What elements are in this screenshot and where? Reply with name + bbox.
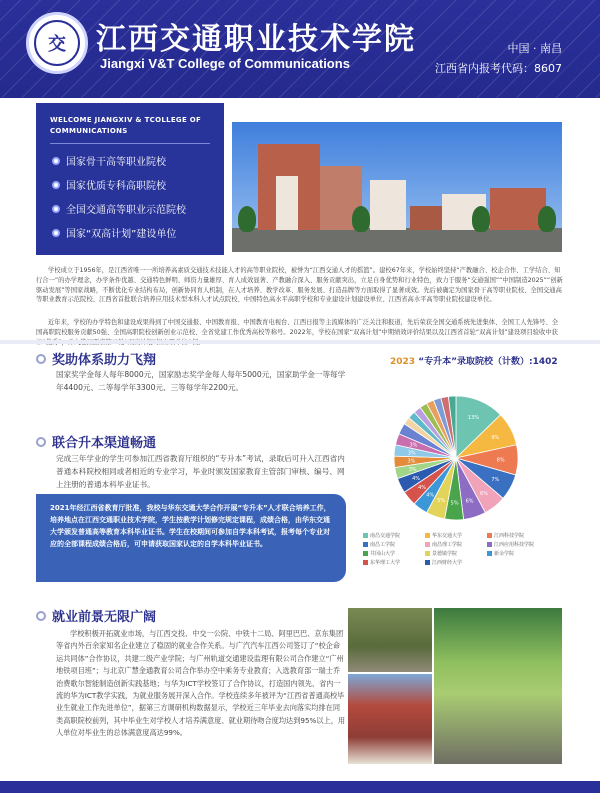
legend-item (425, 550, 457, 557)
photo-building (348, 674, 432, 764)
school-name-cn: 江西交通职业技术学院 (96, 22, 416, 57)
pie-label: 6% (465, 498, 474, 505)
section-heading (36, 606, 156, 625)
legend-label: 南昌理工学院 (432, 542, 463, 548)
honor-item (52, 177, 166, 192)
intro-box (36, 103, 224, 255)
tree (472, 206, 490, 232)
section-icon (36, 437, 46, 447)
honor-item (52, 201, 186, 216)
divider (50, 143, 210, 144)
legend-label: 东华理工大学 (370, 560, 401, 566)
campus-photo (232, 122, 562, 252)
section-title: 联合升本渠道畅通 (52, 436, 157, 451)
legend-item (363, 559, 400, 566)
pie-chart (392, 394, 520, 522)
intro-paragraph: 学校成立于1956年，是江西省唯一一所培养高素质交通技术技能人才的高等职业院校，被誉为“江西交通人才的摇篮”。建校67年来，学校始终坚持“产教融合、校企合作、工学结合、知行合一”的办学理念，办学条件优越、交通特色鲜明、师资力量雄厚、育人成效显著、产教融合深入、服务贡献突出，立足自身优势和行业特色，致力于服务“交通强国”“中国制造2025”“创新驱动发展”等国家战略，不断优化专业结构布局，创新协同育人机制，在人才培养、教学改革、服务发展、打造品牌等方面取得了显著成效。先后被确定为国家骨干高等职业院校、全国交通高等职业教育示范院校、江西省首批联合培养应用技术型本科人才试点院校、中国特色高水平高职学校和专业建设计划建设单位、江西省高水平高等职业院校建设单位。 (36, 267, 563, 304)
legend-swatch (425, 551, 430, 556)
pie-label: 3% (408, 466, 417, 473)
pie-label: 3% (407, 458, 416, 465)
chart-title (390, 354, 558, 367)
legend-label: 江西财经大学 (432, 560, 463, 566)
pie-label: 13% (467, 414, 479, 421)
legend-label: 南昌交通学院 (370, 533, 401, 539)
school-name-en: Jiangxi V&T College of Communications (100, 56, 350, 71)
legend-label: 井冈山大学 (370, 551, 396, 557)
intro-paragraph: 近年来，学校的办学特色和建设成果得到了中国交通报、中国教育报、中国教育电视台、江西日报等主流媒体的广泛关注和报道，先后荣获全国交通系统先进集体、全国工人先锋号、全国高职院校服务贡献50强、全国高职院校创新创业示范校、全省党建工作优秀高校等称号。2022年，学校在国家“双高计划”中期绩效评价结果以及江西省首轮“双高计划”建设项目验收中获 (36, 319, 559, 336)
legend-swatch (487, 551, 492, 556)
pie-label: 5% (437, 498, 446, 505)
pie-label: 3% (409, 442, 418, 449)
pie-label: 4% (426, 492, 435, 499)
pie-label: 6% (480, 490, 488, 497)
honor-label: 国家骨干高等职业院校 (66, 157, 166, 168)
bullet-icon (52, 181, 60, 189)
bullet-icon (52, 229, 60, 237)
pie-label: 9% (491, 434, 500, 441)
legend-item (487, 550, 514, 557)
legend-label: 新余学院 (494, 551, 515, 557)
legend-swatch (487, 533, 492, 538)
section-title: 就业前景无限广阔 (52, 610, 157, 625)
legend-item (363, 532, 400, 539)
upgrade-text: 完成三年学业的学生可参加江西省教育厅组织的“专升本”考试，录取后可升入江西省内普通本科院校相同或者相近的专业学习，毕业时颁发国家教育主管部门审核、编号、网上注册的普通本科毕业证书。 (56, 454, 345, 489)
section-heading (36, 349, 156, 368)
tree (238, 206, 256, 232)
bullet-icon (52, 205, 60, 213)
legend-swatch (363, 533, 368, 538)
photo-trees (348, 608, 432, 672)
legend-label: 江西应用科技学院 (494, 542, 535, 548)
school-logo (26, 12, 88, 74)
bullet-icon (52, 157, 60, 165)
legend-swatch (363, 560, 368, 565)
pie-label: 4% (418, 485, 427, 492)
legend-swatch (425, 560, 430, 565)
legend-item (487, 532, 524, 539)
section-icon (36, 611, 46, 621)
honor-label: 国家优质专科高职院校 (66, 181, 166, 192)
pie-label: 7% (491, 477, 500, 484)
pie-label: 5% (450, 500, 459, 507)
legend-label: 华东交通大学 (432, 533, 463, 539)
legend-item (425, 541, 462, 548)
pie-label: 3% (407, 450, 416, 457)
legend-swatch (487, 542, 492, 547)
legend-swatch (425, 542, 430, 547)
tree (538, 206, 556, 232)
ground (232, 228, 562, 252)
section-heading (36, 432, 156, 451)
legend-item (425, 532, 462, 539)
legend-swatch (363, 542, 368, 547)
tree (352, 206, 370, 232)
chart-title-year: 2023 (390, 357, 416, 367)
page-header (0, 0, 600, 98)
legend-item (363, 541, 395, 548)
legend-label: 南昌工学院 (370, 542, 396, 548)
legend-swatch (363, 551, 368, 556)
section-title: 奖助体系助力飞翔 (52, 353, 157, 368)
legend-item (425, 559, 462, 566)
admission-code: 江西省内报考代码：8607 (435, 62, 562, 75)
pie-label: 4% (412, 475, 421, 482)
legend-swatch (425, 533, 430, 538)
honor-label: 国家“双高计划”建设单位 (66, 229, 177, 240)
legend-label: 景德镇学院 (432, 551, 458, 557)
honor-item (52, 225, 176, 240)
upgrade-banner: 2021年经江西省教育厅批准，我校与华东交通大学合作开展“专升本”人才联合培养工作，培养地点在江西交通职业技术学院，学生按教学计划修完规定课程，成绩合格，由华东交通大学颁发普通高等教育本科毕业证书。学生在校期间可参加自学本科考试，报考每个专业对应的全部课程成绩合格后，可申请获取国家认定的自学本科毕业证书。 (36, 494, 346, 582)
career-text: 学校积极开拓就业市场，与江西交投、中交一公院、中铁十二局、阿里巴巴、京东集团等省内外百余家知名企业建立了稳固的就业合作关系。与广汽汽车江西公司签订了“校企命运共同体”合作协议，共建二级产业学院；与广州轨道交通建设监理有限公司合作建立“广州地铁项目班”；与北京广慧金通教育公司合作举办空中乘务专业教育；入选教育部一瑞士乔治费歌尔智能制造创新实践基地；与华为ICT学校签订了合作协议，打造国内领先、省内一流的华为ICT教学实践，为就业服务展开深入合作。学校连续多年被评为“江西省普通高校毕业生就业工作先进单位”，据第三方调研机构数据显示，学校近三年毕业去向落实均排在同类高职院校前列，其中毕业生对学校人才培养满意度、就业期待吻合度均达到95%以上，用人单位对毕业生的总体满意度高达99%。 (56, 629, 346, 738)
chart-title-text: “专升本”录取院校（计数）:1402 (418, 357, 558, 367)
legend-label: 江西科技学院 (494, 533, 525, 539)
logo-mark: 交 (34, 20, 80, 66)
legend-item (487, 541, 534, 548)
photo-tree-lane (434, 608, 562, 764)
building (370, 180, 406, 230)
building (276, 176, 298, 230)
honor-label: 全国交通高等职业示范院校 (66, 205, 186, 216)
honor-item (52, 153, 166, 168)
location: 中国 · 南昌 (507, 42, 562, 55)
pie-label: 8% (496, 457, 505, 464)
aid-text: 国家奖学金每人每年8000元，国家励志奖学金每人每年5000元，国家助学金一等每学年4400元、二等每学年3300元、三等每学年2200元。 (56, 370, 346, 392)
section-divider (0, 340, 600, 344)
section-icon (36, 354, 46, 364)
intro-title: WELCOME JIANGXIV & TCOLLEGE OF COMMUNICATIONS (50, 116, 202, 135)
footer-bar (0, 781, 600, 793)
legend-item (363, 550, 395, 557)
